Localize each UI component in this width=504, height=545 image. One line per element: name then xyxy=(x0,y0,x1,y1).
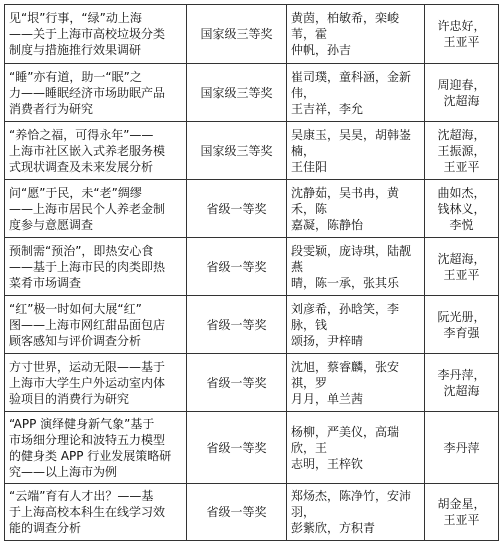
project-title-cell xyxy=(5,296,187,354)
team-members-cell-line: 仲帆，孙吉 xyxy=(291,43,352,57)
advisor-cell-line: 李丹萍 xyxy=(443,440,480,455)
project-title-cell-line: 见“垠”行事，“绿”动上海 xyxy=(9,11,142,25)
advisor-cell-line: 李悦 xyxy=(449,217,474,232)
advisor-cell xyxy=(425,122,499,180)
team-members-cell-line: 晴，陈一承，张其乐 xyxy=(291,275,400,290)
advisor-cell xyxy=(425,238,499,296)
award-level-cell: 国家级三等奖 xyxy=(187,122,287,180)
table-row xyxy=(5,64,499,122)
table-row xyxy=(5,122,499,180)
table-row xyxy=(5,180,499,238)
advisor-cell-line: 李丹萍， xyxy=(437,367,486,382)
award-level-cell: 省级一等奖 xyxy=(187,238,287,296)
team-members-cell xyxy=(287,238,425,296)
team-members-cell-line: 沈旭，蔡睿麟，张安祺，罗 xyxy=(291,359,400,390)
award-level-cell: 省级一等奖 xyxy=(187,484,287,541)
awards-table-container xyxy=(4,4,498,540)
project-title-cell xyxy=(5,180,187,238)
advisor-cell xyxy=(425,412,499,484)
team-members-cell xyxy=(287,296,425,354)
project-title-cell xyxy=(5,484,187,541)
team-members-cell-line: 郑炀杰，陈净竹，安沛羽， xyxy=(291,489,412,519)
team-members-cell xyxy=(287,354,425,412)
advisor-cell-line: 王亚平 xyxy=(443,513,480,527)
advisor-cell-line: 沈超海 xyxy=(443,383,480,398)
project-title-cell-line: 度参与意愿调查 xyxy=(9,217,94,232)
advisor-cell-line: 曲如杰， xyxy=(437,185,486,200)
team-members-cell xyxy=(287,5,425,64)
advisor-cell-line: 沈超海， xyxy=(437,127,486,142)
awards-table xyxy=(4,4,499,541)
advisor-cell-line: 许忠好， xyxy=(437,19,486,33)
table-row xyxy=(5,354,499,412)
advisor-cell-line: 王亚平 xyxy=(443,35,480,49)
team-members-cell xyxy=(287,484,425,541)
advisor-cell-line: 沈超海 xyxy=(443,93,480,108)
award-level-cell: 省级一等奖 xyxy=(187,354,287,412)
team-members-cell-line: 彭紫欣，方积青 xyxy=(291,521,376,535)
team-members-cell-line: 志明，王梓钦 xyxy=(291,456,364,471)
advisor-cell xyxy=(425,64,499,122)
project-title-cell-line: “养恰之福，可得永年”—— xyxy=(9,127,154,142)
table-row xyxy=(5,484,499,541)
project-title-cell-line: 制度与措施推行效果调研 xyxy=(9,43,142,57)
project-title-cell xyxy=(5,238,187,296)
project-title-cell-line: 的健身类 APP 行业发展策略研 xyxy=(9,448,172,463)
advisor-cell-line: 钱林义， xyxy=(437,201,486,216)
team-members-cell xyxy=(287,412,425,484)
table-row xyxy=(5,412,499,484)
project-title-cell-line: 上海市社区嵌入式养老服务模 xyxy=(9,143,166,158)
project-title-cell-line: 于上海高校本科生在线学习效 xyxy=(9,505,166,519)
project-title-cell xyxy=(5,64,187,122)
advisor-cell-line: 王亚平 xyxy=(443,267,480,282)
advisor-cell xyxy=(425,354,499,412)
project-title-cell-line: ——基于上海市民的肉类即热 xyxy=(9,259,166,274)
project-title-cell-line: ——上海市居民个人养老金制 xyxy=(9,201,166,216)
project-title-cell xyxy=(5,122,187,180)
project-title-cell-line: 预制需“预治”，即热安心食 xyxy=(9,243,154,258)
team-members-cell-line: 崔司璞，童科涵，金新伟， xyxy=(291,69,412,100)
advisor-cell xyxy=(425,180,499,238)
team-members-cell-line: 段雯颖，庞诗琪，陆靓燕 xyxy=(291,243,412,274)
project-title-cell-line: 方寸世界，运动无限——基于 xyxy=(9,359,166,374)
team-members-cell-line: 月月，单兰茜 xyxy=(291,391,364,406)
team-members-cell-line: 颂扬，尹梓晴 xyxy=(291,333,364,348)
project-title-cell-line: 究——以上海市为例 xyxy=(9,464,118,479)
project-title-cell-line: 验项目的消费行为研究 xyxy=(9,391,130,406)
team-members-cell xyxy=(287,180,425,238)
project-title-cell-line: 消费者行为研究 xyxy=(9,101,94,116)
award-level-cell: 省级一等奖 xyxy=(187,180,287,238)
project-title-cell xyxy=(5,354,187,412)
project-title-cell-line: “红”极一时如何大展“红” xyxy=(9,301,142,316)
advisor-cell-line: 胡金星， xyxy=(437,497,486,511)
advisor-cell xyxy=(425,5,499,64)
project-title-cell-line: 市场细分理论和波特五力模型 xyxy=(9,432,166,447)
table-row xyxy=(5,296,499,354)
team-members-cell xyxy=(287,122,425,180)
advisor-cell-line: 王亚平 xyxy=(443,159,480,174)
project-title-cell-line: 问“愿”于民，未“老”绸缪 xyxy=(9,185,142,200)
advisor-cell-line: 李育强 xyxy=(443,325,480,340)
team-members-cell-line: 杨柳，严美仪，高瑞欣，王 xyxy=(291,424,400,455)
advisor-cell-line: 沈超海， xyxy=(437,251,486,266)
team-members-cell xyxy=(287,64,425,122)
project-title-cell-line: “APP 演绎健身新气象”基于 xyxy=(9,416,155,431)
award-level-cell: 省级一等奖 xyxy=(187,296,287,354)
project-title-cell-line: ——关于上海市高校垃圾分类 xyxy=(9,27,166,41)
awards-table-body xyxy=(5,5,499,541)
project-title-cell-line: 图——上海市网红甜品面包店 xyxy=(9,317,166,332)
team-members-cell-line: 沈静茹，吴书冉，黄禾，陈 xyxy=(291,185,400,216)
table-row xyxy=(5,238,499,296)
team-members-cell-line: 吴康玉，吴昊，胡韩崟楠， xyxy=(291,127,412,158)
team-members-cell-line: 刘彦希，孙晗笑，李脉，钱 xyxy=(291,301,400,332)
project-title-cell-line: 力——睡眠经济市场助眠产品 xyxy=(9,85,166,100)
team-members-cell-line: 王佳阳 xyxy=(291,159,328,174)
advisor-cell-line: 阮光册， xyxy=(437,309,486,324)
project-title-cell-line: “睡”亦有道，助一“眠”之 xyxy=(9,69,142,84)
project-title-cell xyxy=(5,5,187,64)
award-level-cell: 国家级三等奖 xyxy=(187,5,287,64)
table-row xyxy=(5,5,499,64)
award-level-cell: 省级一等奖 xyxy=(187,412,287,484)
project-title-cell-line: 能的调查分析 xyxy=(9,521,82,535)
project-title-cell-line: 菜肴市场调查 xyxy=(9,275,82,290)
advisor-cell xyxy=(425,484,499,541)
project-title-cell-line: 式现状调查及未来发展分析 xyxy=(9,159,154,174)
team-members-cell-line: 黄茵，柏敏希，栾峻苇，霍 xyxy=(291,11,400,41)
advisor-cell-line: 周迎春， xyxy=(437,77,486,92)
team-members-cell-line: 嘉凝，陈静怡 xyxy=(291,217,364,232)
project-title-cell-line: 上海市大学生户外运动室内体 xyxy=(9,375,166,390)
advisor-cell xyxy=(425,296,499,354)
project-title-cell xyxy=(5,412,187,484)
team-members-cell-line: 王吉祥，李允 xyxy=(291,101,364,116)
project-title-cell-line: “云端”育有人才出？——基 xyxy=(9,489,154,503)
award-level-cell: 国家级三等奖 xyxy=(187,64,287,122)
project-title-cell-line: 顾客感知与评价调查分析 xyxy=(9,333,142,348)
advisor-cell-line: 王振源， xyxy=(437,143,486,158)
